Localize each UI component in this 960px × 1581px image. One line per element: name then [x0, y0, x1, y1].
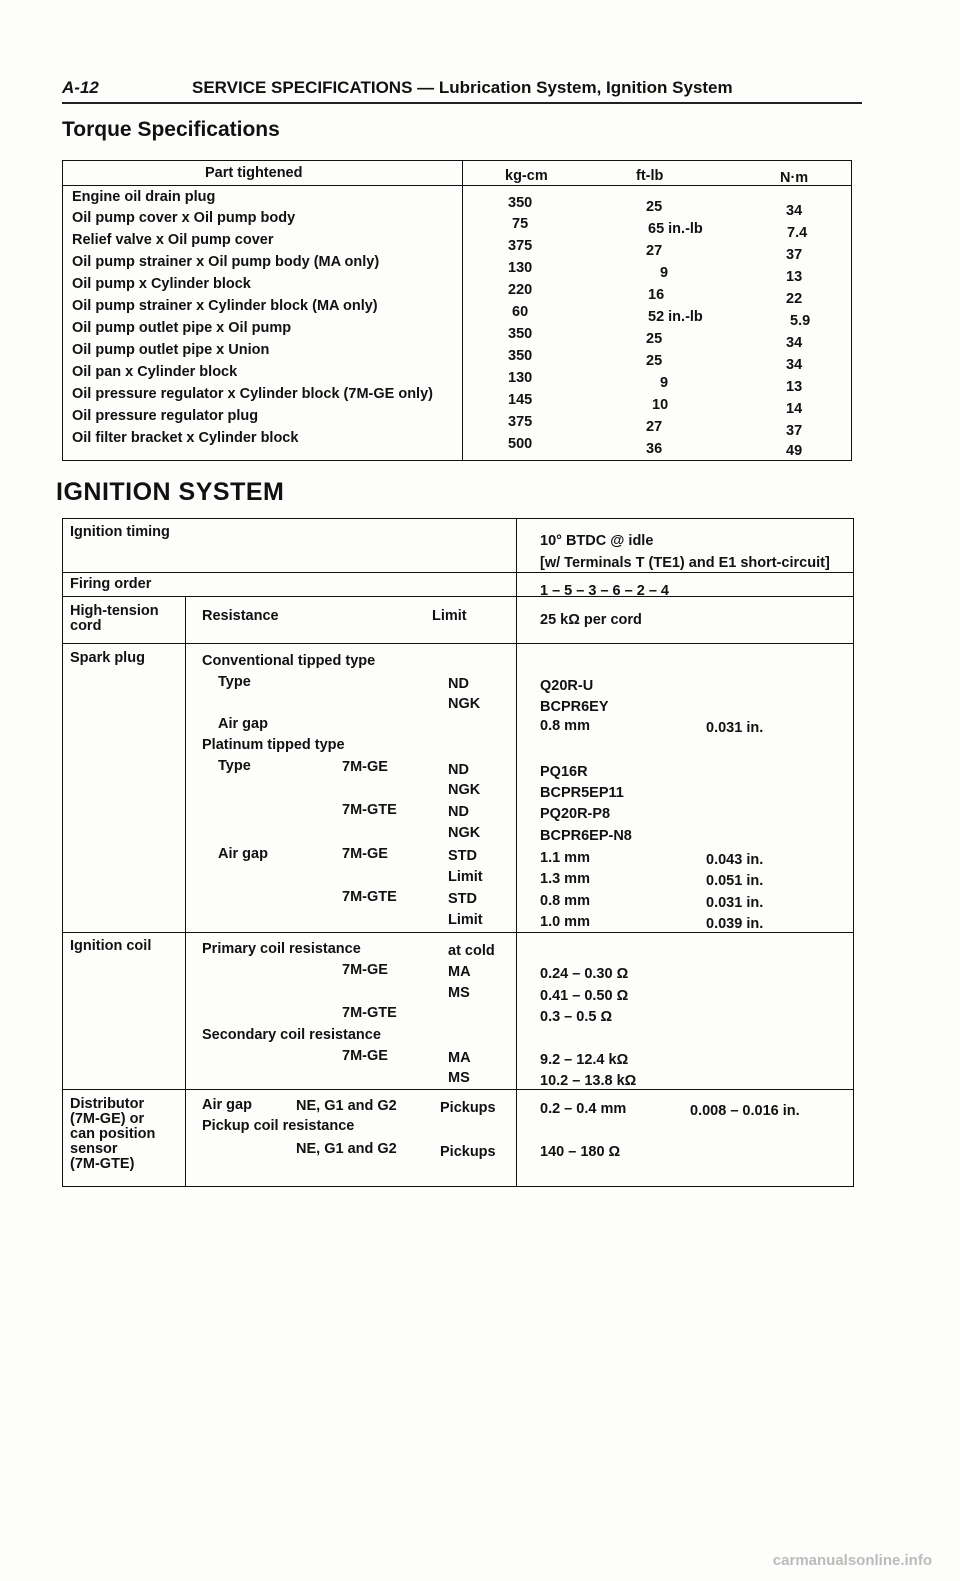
ignition-timing-condition: [w/ Terminals T (TE1) and E1 short-circuit] [540, 555, 830, 571]
torque-col-part: Part tightened [205, 165, 303, 181]
torque-nm: 13 [786, 269, 803, 285]
torque-kgcm: 350 [508, 326, 533, 342]
torque-part: Oil pump strainer x Oil pump body (MA only) [72, 254, 380, 270]
spark-type: Type [218, 758, 251, 774]
ignition-coil-label: Ignition coil [70, 938, 152, 954]
page-number: A-12 [62, 78, 99, 97]
dist-gap-mm: 0.2 – 0.4 mm [540, 1101, 627, 1117]
torque-part: Oil pump x Cylinder block [72, 276, 251, 292]
coil-secondary: Secondary coil resistance [202, 1027, 381, 1043]
torque-part: Oil pressure regulator x Cylinder block (7M-GE only) [72, 386, 433, 402]
cord-item: Resistance [202, 608, 279, 624]
spark-q20ru: Q20R-U [540, 678, 594, 694]
torque-ftlb: 10 [652, 397, 669, 413]
torque-ftlb: 16 [648, 287, 665, 303]
cord-condition: Limit [432, 608, 467, 624]
spark-ngk: NGK [448, 782, 481, 798]
spark-gap-limit-mm: 1.3 mm [540, 871, 590, 887]
cord-label-2: cord [70, 618, 102, 634]
torque-part: Oil filter bracket x Cylinder block [72, 430, 299, 446]
torque-col-nm: N·m [780, 170, 809, 186]
torque-col-ftlb: ft-lb [636, 168, 664, 184]
spark-engine-7mge: 7M-GE [342, 846, 388, 862]
dist-ne-g1-g2: NE, G1 and G2 [296, 1098, 397, 1114]
dist-air-gap: Air gap [202, 1097, 252, 1113]
torque-heading: Torque Specifications [62, 118, 280, 141]
distributor-label-line: can position [70, 1126, 156, 1142]
ignition-rule [62, 1089, 854, 1090]
coil-engine-7mge: 7M-GE [342, 962, 388, 978]
spark-ngk: NGK [448, 696, 481, 712]
torque-nm: 49 [786, 443, 803, 459]
ignition-value-divider [516, 518, 517, 1187]
ignition-rule [62, 643, 854, 644]
header-title: SERVICE SPECIFICATIONS — Lubrication System, Ignition System [192, 78, 733, 97]
page-header [62, 78, 733, 98]
spark-type: Type [218, 674, 251, 690]
spark-gap-std-mm: 1.1 mm [540, 850, 590, 866]
torque-kgcm: 130 [508, 260, 533, 276]
dist-pickups: Pickups [440, 1144, 496, 1160]
spark-std: STD [448, 848, 477, 864]
spark-gap-std-in: 0.043 in. [706, 852, 764, 868]
spark-gap-limit-mm: 1.0 mm [540, 914, 590, 930]
torque-nm: 22 [786, 291, 803, 307]
torque-nm: 13 [786, 379, 803, 395]
torque-nm: 34 [786, 357, 803, 373]
torque-nm: 37 [786, 247, 803, 263]
torque-part: Oil pump strainer x Cylinder block (MA only) [72, 298, 378, 314]
coil-primary: Primary coil resistance [202, 941, 361, 957]
spark-bcpr5ep11: BCPR5EP11 [540, 785, 624, 801]
ignition-timing-value: 10° BTDC @ idle [540, 533, 654, 549]
spark-limit: Limit [448, 912, 483, 928]
ignition-label-divider [185, 596, 186, 1187]
torque-nm: 34 [786, 335, 803, 351]
torque-kgcm: 500 [508, 436, 533, 452]
torque-nm: 5.9 [790, 313, 811, 329]
spark-gap-std-in: 0.031 in. [706, 895, 764, 911]
torque-part: Oil pressure regulator plug [72, 408, 259, 424]
dist-pickup-resistance: 140 – 180 Ω [540, 1144, 621, 1160]
dist-ne-g1-g2: NE, G1 and G2 [296, 1141, 397, 1157]
spark-platinum: Platinum tipped type [202, 737, 345, 753]
coil-engine-7mge: 7M-GE [342, 1048, 388, 1064]
ignition-rule [62, 596, 854, 597]
torque-col-kgcm: kg-cm [505, 168, 548, 184]
coil-at-cold: at cold [448, 943, 495, 959]
torque-ftlb: 65 in.-lb [648, 221, 703, 237]
torque-ftlb: 27 [646, 243, 663, 259]
spark-bcpr6ey: BCPR6EY [540, 699, 609, 715]
spark-engine-7mgte: 7M-GTE [342, 802, 397, 818]
coil-secondary-ms: 10.2 – 13.8 kΩ [540, 1073, 637, 1089]
spark-nd: ND [448, 804, 469, 820]
ignition-heading: IGNITION SYSTEM [56, 478, 285, 506]
torque-part: Oil pan x Cylinder block [72, 364, 238, 380]
torque-ftlb: 9 [660, 265, 669, 281]
footer-watermark: carmanualsonline.info [772, 1552, 932, 1569]
spark-gap-limit-in: 0.039 in. [706, 916, 764, 932]
torque-col-divider [462, 160, 463, 461]
spark-engine-7mgte: 7M-GTE [342, 889, 397, 905]
spark-pq20rp8: PQ20R-P8 [540, 806, 611, 822]
dist-gap-in: 0.008 – 0.016 in. [690, 1103, 800, 1119]
cord-value: 25 kΩ per cord [540, 612, 642, 628]
torque-kgcm: 60 [512, 304, 529, 320]
torque-kgcm: 75 [512, 216, 529, 232]
spark-gap-in: 0.031 in. [706, 720, 764, 736]
spark-air-gap: Air gap [218, 846, 268, 862]
spark-bcpr6epn8: BCPR6EP-N8 [540, 828, 632, 844]
torque-kgcm: 375 [508, 414, 533, 430]
torque-kgcm: 375 [508, 238, 533, 254]
spark-conventional: Conventional tipped type [202, 653, 376, 669]
torque-kgcm: 130 [508, 370, 533, 386]
coil-engine-7mgte: 7M-GTE [342, 1005, 397, 1021]
torque-ftlb: 36 [646, 441, 663, 457]
spark-nd: ND [448, 676, 469, 692]
spark-limit: Limit [448, 869, 483, 885]
torque-kgcm: 145 [508, 392, 533, 408]
torque-part: Oil pump outlet pipe x Union [72, 342, 270, 358]
ignition-rule [62, 572, 854, 573]
dist-pickup-coil: Pickup coil resistance [202, 1118, 355, 1134]
torque-ftlb: 9 [660, 375, 669, 391]
coil-ms: MS [448, 985, 470, 1001]
torque-ftlb: 25 [646, 331, 663, 347]
distributor-label-line: Distributor [70, 1096, 145, 1112]
torque-ftlb: 52 in.-lb [648, 309, 703, 325]
spark-plug-label: Spark plug [70, 650, 145, 666]
torque-kgcm: 350 [508, 348, 533, 364]
torque-kgcm: 350 [508, 195, 533, 211]
distributor-label-line: (7M-GTE) [70, 1156, 135, 1172]
spark-nd: ND [448, 762, 469, 778]
spark-std: STD [448, 891, 477, 907]
torque-part: Relief valve x Oil pump cover [72, 232, 274, 248]
torque-nm: 7.4 [787, 225, 808, 241]
firing-order-value: 1 – 5 – 3 – 6 – 2 – 4 [540, 583, 669, 599]
torque-part: Oil pump outlet pipe x Oil pump [72, 320, 292, 336]
spark-air-gap: Air gap [218, 716, 268, 732]
dist-pickups: Pickups [440, 1100, 496, 1116]
spark-engine-7mge: 7M-GE [342, 759, 388, 775]
torque-ftlb: 25 [646, 199, 663, 215]
coil-primary-ms: 0.41 – 0.50 Ω [540, 988, 629, 1004]
distributor-label-line: (7M-GE) or [70, 1111, 145, 1127]
header-rule [62, 102, 862, 104]
torque-ftlb: 25 [646, 353, 663, 369]
cord-label: High-tension [70, 603, 159, 619]
coil-ma: MA [448, 964, 471, 980]
spark-gap-mm: 0.8 mm [540, 718, 590, 734]
torque-part: Engine oil drain plug [72, 189, 216, 205]
ignition-timing-label: Ignition timing [70, 524, 170, 540]
torque-header-rule [62, 185, 852, 186]
torque-nm: 34 [786, 203, 803, 219]
torque-kgcm: 220 [508, 282, 533, 298]
torque-part: Oil pump cover x Oil pump body [72, 210, 296, 226]
torque-ftlb: 27 [646, 419, 663, 435]
coil-ma: MA [448, 1050, 471, 1066]
spark-gap-std-mm: 0.8 mm [540, 893, 590, 909]
torque-nm: 37 [786, 423, 803, 439]
coil-primary-ma: 0.24 – 0.30 Ω [540, 966, 629, 982]
distributor-label-line: sensor [70, 1141, 118, 1157]
coil-secondary-ma: 9.2 – 12.4 kΩ [540, 1052, 629, 1068]
coil-primary-7mgte: 0.3 – 0.5 Ω [540, 1009, 613, 1025]
spark-gap-limit-in: 0.051 in. [706, 873, 764, 889]
spark-pq16r: PQ16R [540, 764, 588, 780]
coil-ms: MS [448, 1070, 470, 1086]
torque-nm: 14 [786, 401, 803, 417]
firing-order-label: Firing order [70, 576, 152, 592]
spark-ngk: NGK [448, 825, 481, 841]
